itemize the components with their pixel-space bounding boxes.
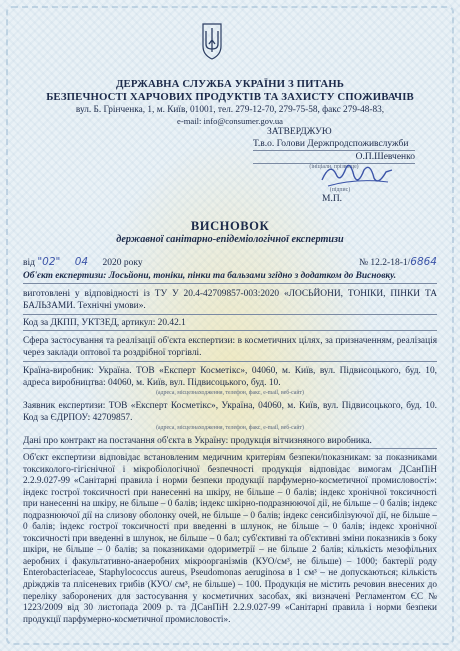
agency-name (0, 78, 460, 104)
date-year: 2020 року (102, 258, 143, 268)
number-suffix: 6864 (410, 256, 437, 268)
approval-position: Т.в.о. Голови Держпродспоживслужби (253, 138, 415, 151)
date-month: 04 (74, 256, 89, 268)
document-subtitle: державної санітарно-епідеміологічної експертизи (116, 234, 344, 245)
customer-paragraph: Заявник експертизи: ТОВ «Експерт Косметікс», Україна, 04060, м. Київ, вул. Підвисоцького, буд. 10. Код за ЄДРПОУ: 42709857. (23, 401, 437, 423)
conclusion-paragraph: Об'єкт експертизи відповідає встановленим медичним критеріям безпеки/показникам: за показниками токсиколого-гігієнічної і мікробіологічної безпечності продукція відповідає вимогам ДСанПіН 2.2.9.027-99 «Санітарні правила і норми безпеки продукції парфумерно-косметичної промисловості»: індекс гострої токсичності при нанесенні на шкіру, не більше – 0 балів; індекс хронічної токсичності при нанесенні на шкіру, не більше – 0 балів; індекс шкірно-подразнюючої дії, не більше – 0 балів; індекс подразнюючої дії на слизову оболонку очей, не більше – 0 балів; індекс сенсибілізуючої дії, не більше – 0 балів; індекс гострої токсичності при введенні в шлунок, не більше – 0 балів; індекс хронічної токсичності при введенні в шлунок, не більше – 0 бал; суб'єктивні та об'єктивні зміни показників з боку шкіри, не більше – 0 балів; за показниками одориметрії – не більше 2 балів; кількість мезофільних аеробних і факультативно-анаеробних мікроорганізмів (КУО/см³, не більше) – 1000; бактерії роду Enterobacteriaceae, Staphylococcus aureus, Pseudomonas aeruginosa в 1 см³ – не допускаються; кількість дріжджів та плісеневих грибів (КУО/ см³, не більше) – 100. Продукція не містить речовин внесених до переліку заборонених для застосування у косметичних засобах, які визначені Регламентом ЄС № 1223/2009 від 30 листопада 2009 р. та ДСанПіН 2.2.9.027-99 «Санітарні правила і норми безпеки продукції парфумерно-косметичної промисловості». (23, 453, 437, 625)
scope-rule (23, 361, 437, 362)
country-hint: (адреса, місцезнаходження, телефон, факс, e-mail, веб-сайт) (156, 390, 304, 396)
scope-paragraph: Сфера застосування та реалізації об'єкта експертизи: в косметичних цілях, за призначенням, реалізація через заклади оптової та роздрібної торгівлі. (23, 336, 437, 358)
agency-address: вул. Б. Грінченка, 1, м. Київ, 01001, тел. 279-12-70, 279-75-58, факс 279-48-83, (75, 105, 385, 115)
agency-email: e-mail: info@consumer.gov.ua (177, 116, 283, 126)
import-rule (23, 448, 437, 449)
codes-rule (23, 330, 437, 331)
codes-line: Код за ДКПП, УКТЗЕД, артикул: 20.42.1 (23, 318, 186, 328)
approval-name: О.П.Шевченко (355, 152, 415, 162)
stamp-placeholder: М.П. (322, 194, 343, 204)
number-prefix: № 12.2-18-1/ (358, 258, 411, 268)
approval-name-hint: (ініціали, прізвище) (309, 164, 359, 170)
tu-paragraph: виготовлені у відповідності із ТУ У 20.4-42709857-003:2020 «ЛОСЬЙОНИ, ТОНІКИ, ПІНКИ ТА БАЛЬЗАМИ. Технічні умови». (23, 289, 437, 311)
date-day: "02" (37, 256, 61, 268)
object-rule (23, 283, 437, 284)
agency-line-1: ДЕРЖАВНА СЛУЖБА УКРАЇНИ З ПИТАНЬ (116, 78, 344, 90)
document-title: ВИСНОВОК (190, 219, 270, 233)
signature-hint: (підпис) (329, 187, 351, 193)
date-number-line (23, 256, 437, 268)
approval-title: ЗАТВЕРДЖУЮ (267, 127, 332, 137)
import-line: Дані про контракт на постачання об'єкта в Україну: продукція вітчизняного виробника. (23, 436, 372, 446)
agency-line-2: БЕЗПЕЧНОСТІ ХАРЧОВИХ ПРОДУКТІВ ТА ЗАХИСТУ СПОЖИВАЧІВ (46, 91, 414, 103)
coat-of-arms-icon (201, 22, 223, 60)
tu-rule (23, 314, 437, 315)
object-line: Об'єкт експертизи: Лосьйони, тоніки, пінки та бальзами згідно з додатком до Висновку. (23, 271, 397, 281)
country-paragraph: Країна-виробник: Україна. ТОВ «Експерт Косметікс», 04060, м. Київ, вул. Підвисоцького, буд. 10, адреса виробництва: 04060, м. Київ, вул. Підвисоцького, буд. 10. (23, 366, 437, 388)
customer-hint: (адреса, місцезнаходження, телефон, факс, e-mail, веб-сайт) (156, 425, 304, 431)
date-prefix: від (23, 258, 35, 268)
